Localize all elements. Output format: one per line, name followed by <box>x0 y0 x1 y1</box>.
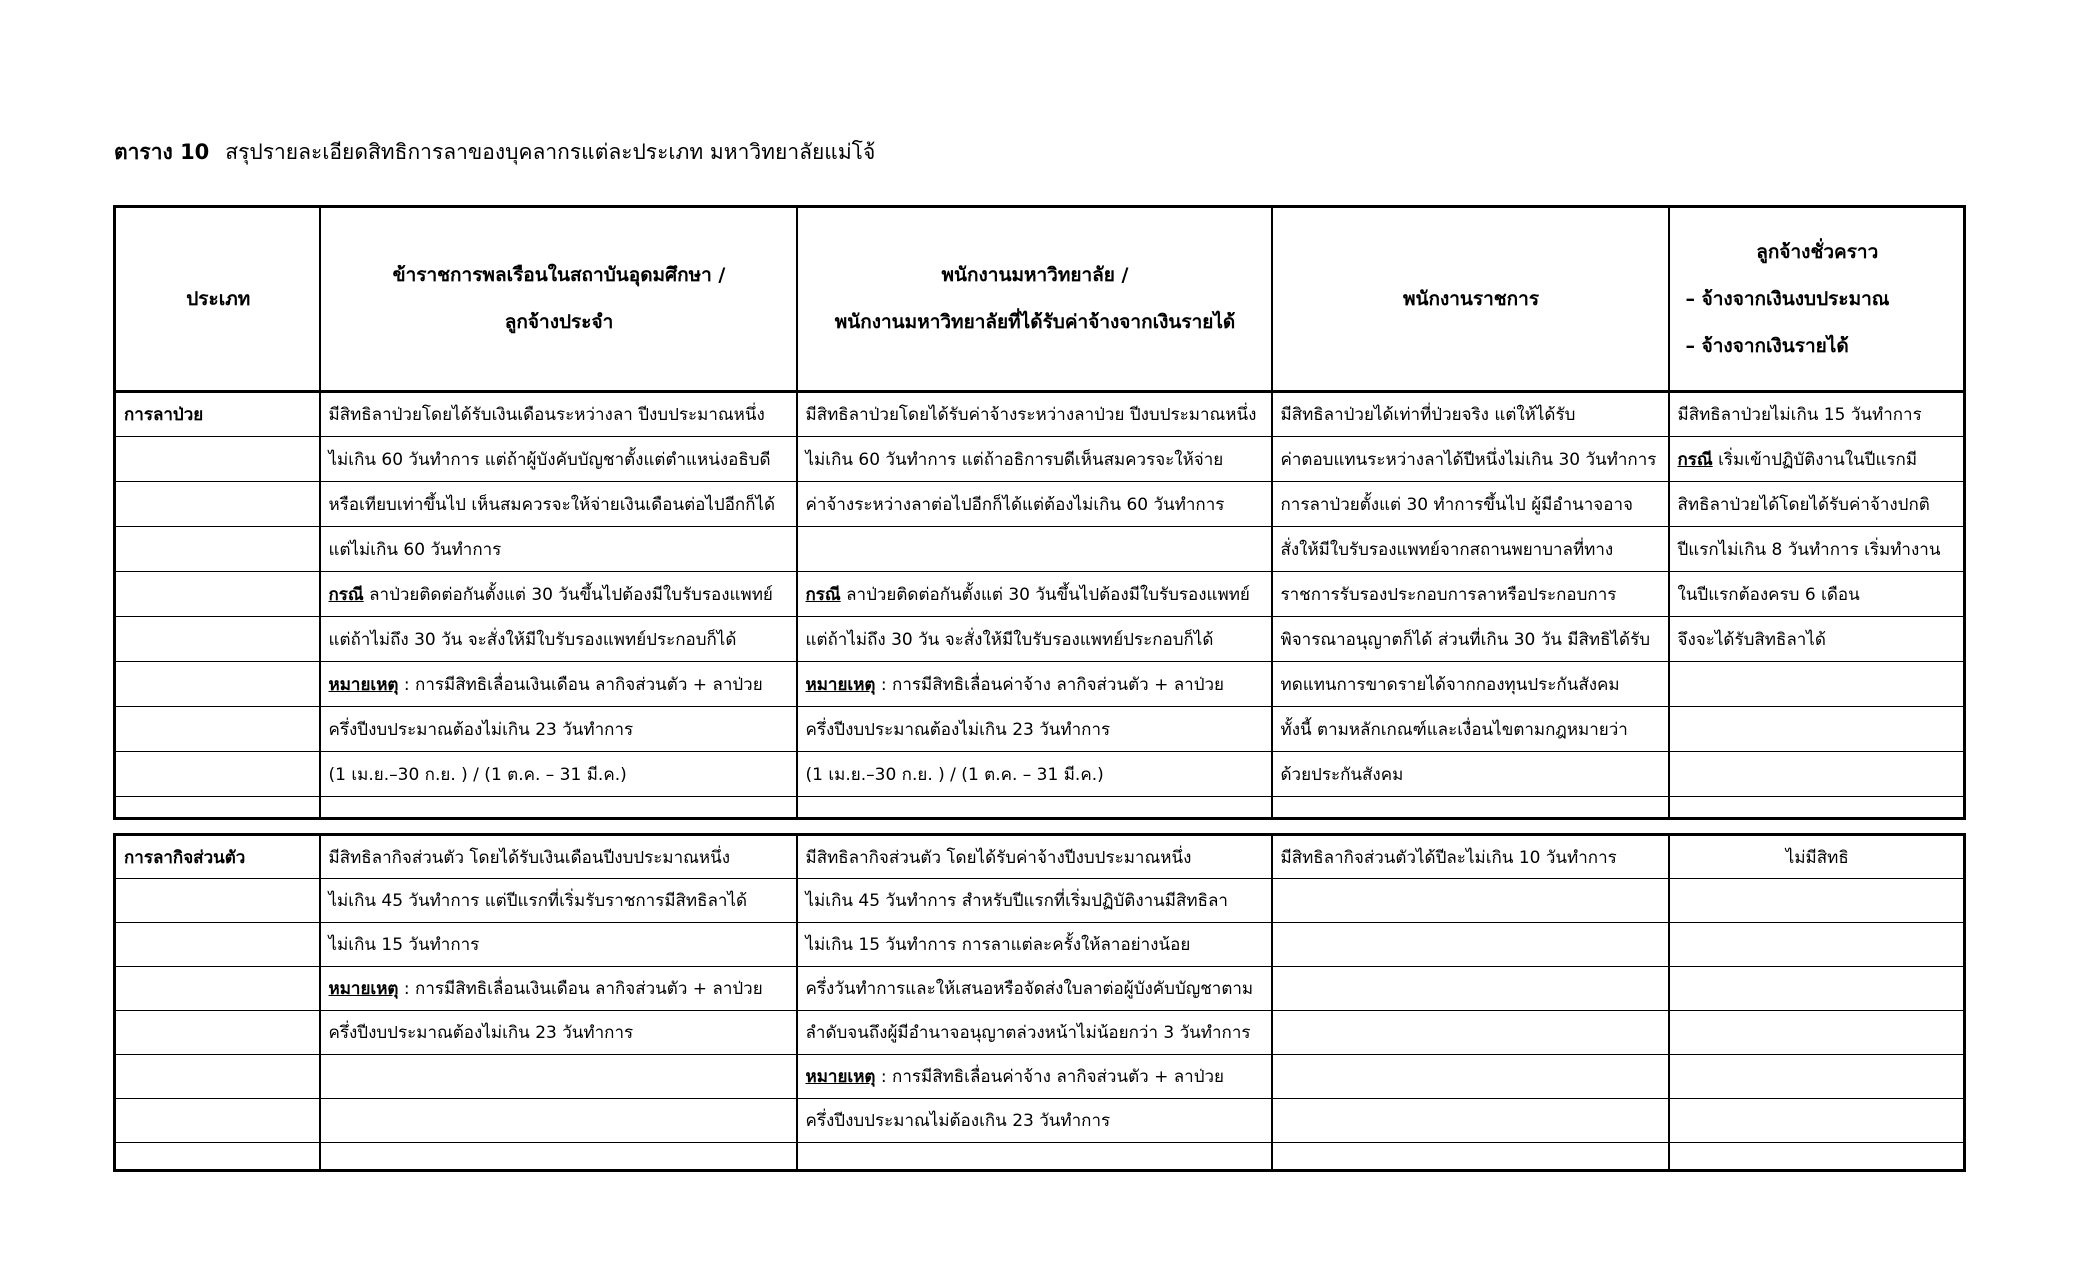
table-cell <box>1669 967 1965 1011</box>
table-cell <box>1669 707 1965 752</box>
empty-cell <box>115 572 320 617</box>
table-cell: ครึ่งปีงบประมาณต้องไม่เกิน 23 วันทำการ <box>320 1011 797 1055</box>
leave-table-personal-leave <box>113 833 1966 1172</box>
emphasized-term: หมายเหตุ <box>805 674 876 695</box>
table-cell <box>1272 1055 1669 1099</box>
empty-cell <box>115 482 320 527</box>
header-line: พนักงานราชการ <box>1402 287 1540 310</box>
table-cell <box>320 797 797 819</box>
table-cell <box>1669 1143 1965 1171</box>
table-cell: แต่ถ้าไม่ถึง 30 วัน จะสั่งให้มีใบรับรองแพทย์ประกอบก็ได้ <box>320 617 797 662</box>
table-cell <box>1272 1143 1669 1171</box>
table-cell: กรณี ลาป่วยติดต่อกันตั้งแต่ 30 วันขึ้นไปต้องมีใบรับรองแพทย์ <box>797 572 1272 617</box>
emphasized-term: หมายเหตุ <box>805 1067 876 1087</box>
table-cell <box>1669 797 1965 819</box>
table-row <box>115 967 1965 1011</box>
emphasized-term: หมายเหตุ <box>328 979 399 999</box>
empty-cell <box>115 1099 320 1143</box>
table-cell: ทั้งนี้ ตามหลักเกณฑ์และเงื่อนไขตามกฎหมายว่า <box>1272 707 1669 752</box>
table-cell <box>1272 923 1669 967</box>
table-cell: ทดแทนการขาดรายได้จากกองทุนประกันสังคม <box>1272 662 1669 707</box>
table-row <box>115 617 1965 662</box>
header-line: ลูกจ้างประจำ <box>504 311 614 333</box>
table-cell <box>1669 879 1965 923</box>
table-cell: หมายเหตุ : การมีสิทธิเลื่อนเงินเดือน ลากิจส่วนตัว + ลาป่วย <box>320 967 797 1011</box>
table-cell: กรณี เริ่มเข้าปฏิบัติงานในปีแรกมี <box>1669 437 1965 482</box>
emphasized-term: กรณี <box>328 584 364 605</box>
empty-cell <box>115 527 320 572</box>
table-cell: การลาป่วยตั้งแต่ 30 ทำการขึ้นไป ผู้มีอำนาจอาจ <box>1272 482 1669 527</box>
column-header-4 <box>1669 207 1965 392</box>
table-cell: ครึ่งปีงบประมาณไม่ต้องเกิน 23 วันทำการ <box>797 1099 1272 1143</box>
table-row <box>115 1143 1965 1171</box>
table-row <box>115 482 1965 527</box>
table-row <box>115 835 1965 879</box>
table-cell: มีสิทธิลากิจส่วนตัวได้ปีละไม่เกิน 10 วันทำการ <box>1272 835 1669 879</box>
table-cell: มีสิทธิลาป่วยโดยได้รับเงินเดือนระหว่างลา ปีงบประมาณหนึ่ง <box>320 392 797 437</box>
empty-cell <box>115 797 320 819</box>
empty-cell <box>115 707 320 752</box>
emphasized-term: กรณี <box>1677 449 1713 470</box>
header-line: พนักงานมหาวิทยาลัย / <box>941 264 1129 286</box>
table-cell: สิทธิลาป่วยได้โดยได้รับค่าจ้างปกติ <box>1669 482 1965 527</box>
table-cell: ค่าจ้างระหว่างลาต่อไปอีกก็ได้แต่ต้องไม่เกิน 60 วันทำการ <box>797 482 1272 527</box>
table-cell <box>1272 797 1669 819</box>
header-line: พนักงานมหาวิทยาลัยที่ได้รับค่าจ้างจากเงินรายได้ <box>834 311 1236 333</box>
table-cell: ปีแรกไม่เกิน 8 วันทำการ เริ่มทำงาน <box>1669 527 1965 572</box>
table-row <box>115 572 1965 617</box>
caption-text: สรุปรายละเอียดสิทธิการลาของบุคลากรแต่ละประเภท มหาวิทยาลัยแม่โจ้ <box>225 140 876 164</box>
table-cell: มีสิทธิลากิจส่วนตัว โดยได้รับเงินเดือนปีงบประมาณหนึ่ง <box>320 835 797 879</box>
table-row <box>115 752 1965 797</box>
table-cell: ราชการรับรองประกอบการลาหรือประกอบการ <box>1272 572 1669 617</box>
table-cell: ไม่เกิน 15 วันทำการ การลาแต่ละครั้งให้ลาอย่างน้อย <box>797 923 1272 967</box>
table-cell: ครึ่งปีงบประมาณต้องไม่เกิน 23 วันทำการ <box>797 707 1272 752</box>
table-cell: หมายเหตุ : การมีสิทธิเลื่อนเงินเดือน ลากิจส่วนตัว + ลาป่วย <box>320 662 797 707</box>
table-cell <box>1669 752 1965 797</box>
empty-cell <box>115 967 320 1011</box>
table-row <box>115 879 1965 923</box>
empty-cell <box>115 662 320 707</box>
table-cell: ครึ่งปีงบประมาณต้องไม่เกิน 23 วันทำการ <box>320 707 797 752</box>
header-row <box>115 207 1965 392</box>
emphasized-term: กรณี <box>805 584 841 605</box>
empty-cell <box>115 1055 320 1099</box>
column-header-0 <box>115 207 320 392</box>
column-header-1 <box>320 207 797 392</box>
table-row <box>115 1011 1965 1055</box>
table-cell <box>1669 923 1965 967</box>
table-cell <box>797 1143 1272 1171</box>
table-cell: มีสิทธิลาป่วยได้เท่าที่ป่วยจริง แต่ให้ได้รับ <box>1272 392 1669 437</box>
header-line: ข้าราชการพลเรือนในสถาบันอุดมศึกษา / <box>392 264 726 286</box>
table-cell <box>1272 1011 1669 1055</box>
table-cell: หมายเหตุ : การมีสิทธิเลื่อนค่าจ้าง ลากิจส่วนตัว + ลาป่วย <box>797 662 1272 707</box>
empty-cell <box>115 923 320 967</box>
table-cell <box>320 1099 797 1143</box>
table-cell: (1 เม.ย.–30 ก.ย. ) / (1 ต.ค. – 31 มี.ค.) <box>797 752 1272 797</box>
table-cell <box>320 1143 797 1171</box>
table-cell: กรณี ลาป่วยติดต่อกันตั้งแต่ 30 วันขึ้นไปต้องมีใบรับรองแพทย์ <box>320 572 797 617</box>
table-cell: มีสิทธิลากิจส่วนตัว โดยได้รับค่าจ้างปีงบประมาณหนึ่ง <box>797 835 1272 879</box>
table-row <box>115 437 1965 482</box>
header-line: – จ้างจากเงินงบประมาณ <box>1685 287 1890 310</box>
table-cell <box>320 1055 797 1099</box>
table-cell: ลำดับจนถึงผู้มีอำนาจอนุญาตล่วงหน้าไม่น้อยกว่า 3 วันทำการ <box>797 1011 1272 1055</box>
header-line: ลูกจ้างชั่วคราว <box>1756 240 1879 263</box>
table-row <box>115 392 1965 437</box>
column-header-3 <box>1272 207 1669 392</box>
table-cell: แต่ถ้าไม่ถึง 30 วัน จะสั่งให้มีใบรับรองแพทย์ประกอบก็ได้ <box>797 617 1272 662</box>
table-cell: ไม่มีสิทธิ <box>1669 835 1965 879</box>
table-cell: ค่าตอบแทนระหว่างลาได้ปีหนึ่งไม่เกิน 30 วันทำการ <box>1272 437 1669 482</box>
leave-table-sick-leave <box>113 205 1966 820</box>
table-cell: ไม่เกิน 60 วันทำการ แต่ถ้าผู้บังคับบัญชาตั้งแต่ตำแหน่งอธิบดี <box>320 437 797 482</box>
table-row <box>115 707 1965 752</box>
table-caption <box>114 136 875 169</box>
table-cell: ไม่เกิน 60 วันทำการ แต่ถ้าอธิการบดีเห็นสมควรจะให้จ่าย <box>797 437 1272 482</box>
table-row <box>115 797 1965 819</box>
empty-cell <box>115 617 320 662</box>
caption-number: ตาราง 10 <box>114 140 210 164</box>
empty-cell <box>115 879 320 923</box>
table-cell: พิจารณาอนุญาตก็ได้ ส่วนที่เกิน 30 วัน มีสิทธิได้รับ <box>1272 617 1669 662</box>
table-cell: หมายเหตุ : การมีสิทธิเลื่อนค่าจ้าง ลากิจส่วนตัว + ลาป่วย <box>797 1055 1272 1099</box>
table-row <box>115 527 1965 572</box>
table-row <box>115 1055 1965 1099</box>
table-cell: ในปีแรกต้องครบ 6 เดือน <box>1669 572 1965 617</box>
empty-cell <box>115 752 320 797</box>
table-cell: (1 เม.ย.–30 ก.ย. ) / (1 ต.ค. – 31 มี.ค.) <box>320 752 797 797</box>
table-cell: สั่งให้มีใบรับรองแพทย์จากสถานพยาบาลที่ทาง <box>1272 527 1669 572</box>
table-cell: ไม่เกิน 15 วันทำการ <box>320 923 797 967</box>
table-cell: หรือเทียบเท่าขึ้นไป เห็นสมควรจะให้จ่ายเงินเดือนต่อไปอีกก็ได้ <box>320 482 797 527</box>
column-header-2 <box>797 207 1272 392</box>
empty-cell <box>115 437 320 482</box>
table-cell <box>1669 1055 1965 1099</box>
table-cell <box>1669 1011 1965 1055</box>
table-cell: มีสิทธิลาป่วยโดยได้รับค่าจ้างระหว่างลาป่วย ปีงบประมาณหนึ่ง <box>797 392 1272 437</box>
table-cell <box>1669 1099 1965 1143</box>
table-row <box>115 923 1965 967</box>
table-cell: ด้วยประกันสังคม <box>1272 752 1669 797</box>
table-cell: จึงจะได้รับสิทธิลาได้ <box>1669 617 1965 662</box>
table-cell <box>1272 1099 1669 1143</box>
table-cell <box>1669 662 1965 707</box>
table-row <box>115 662 1965 707</box>
table-cell: ไม่เกิน 45 วันทำการ สำหรับปีแรกที่เริ่มปฏิบัติงานมีสิทธิลา <box>797 879 1272 923</box>
table-row <box>115 1099 1965 1143</box>
table-cell <box>1272 967 1669 1011</box>
row-label: การลาป่วย <box>115 392 320 437</box>
emphasized-term: หมายเหตุ <box>328 674 399 695</box>
table-cell <box>1272 879 1669 923</box>
row-label: การลากิจส่วนตัว <box>115 835 320 879</box>
table-cell: ครึ่งวันทำการและให้เสนอหรือจัดส่งใบลาต่อผู้บังคับบัญชาตาม <box>797 967 1272 1011</box>
table-cell <box>797 797 1272 819</box>
table-cell: มีสิทธิลาป่วยไม่เกิน 15 วันทำการ <box>1669 392 1965 437</box>
table-cell: ไม่เกิน 45 วันทำการ แต่ปีแรกที่เริ่มรับราชการมีสิทธิลาได้ <box>320 879 797 923</box>
empty-cell <box>115 1143 320 1171</box>
table-cell <box>797 527 1272 572</box>
table-cell: แต่ไม่เกิน 60 วันทำการ <box>320 527 797 572</box>
header-line: ประเภท <box>186 287 251 310</box>
empty-cell <box>115 1011 320 1055</box>
header-line: – จ้างจากเงินรายได้ <box>1685 334 1849 357</box>
